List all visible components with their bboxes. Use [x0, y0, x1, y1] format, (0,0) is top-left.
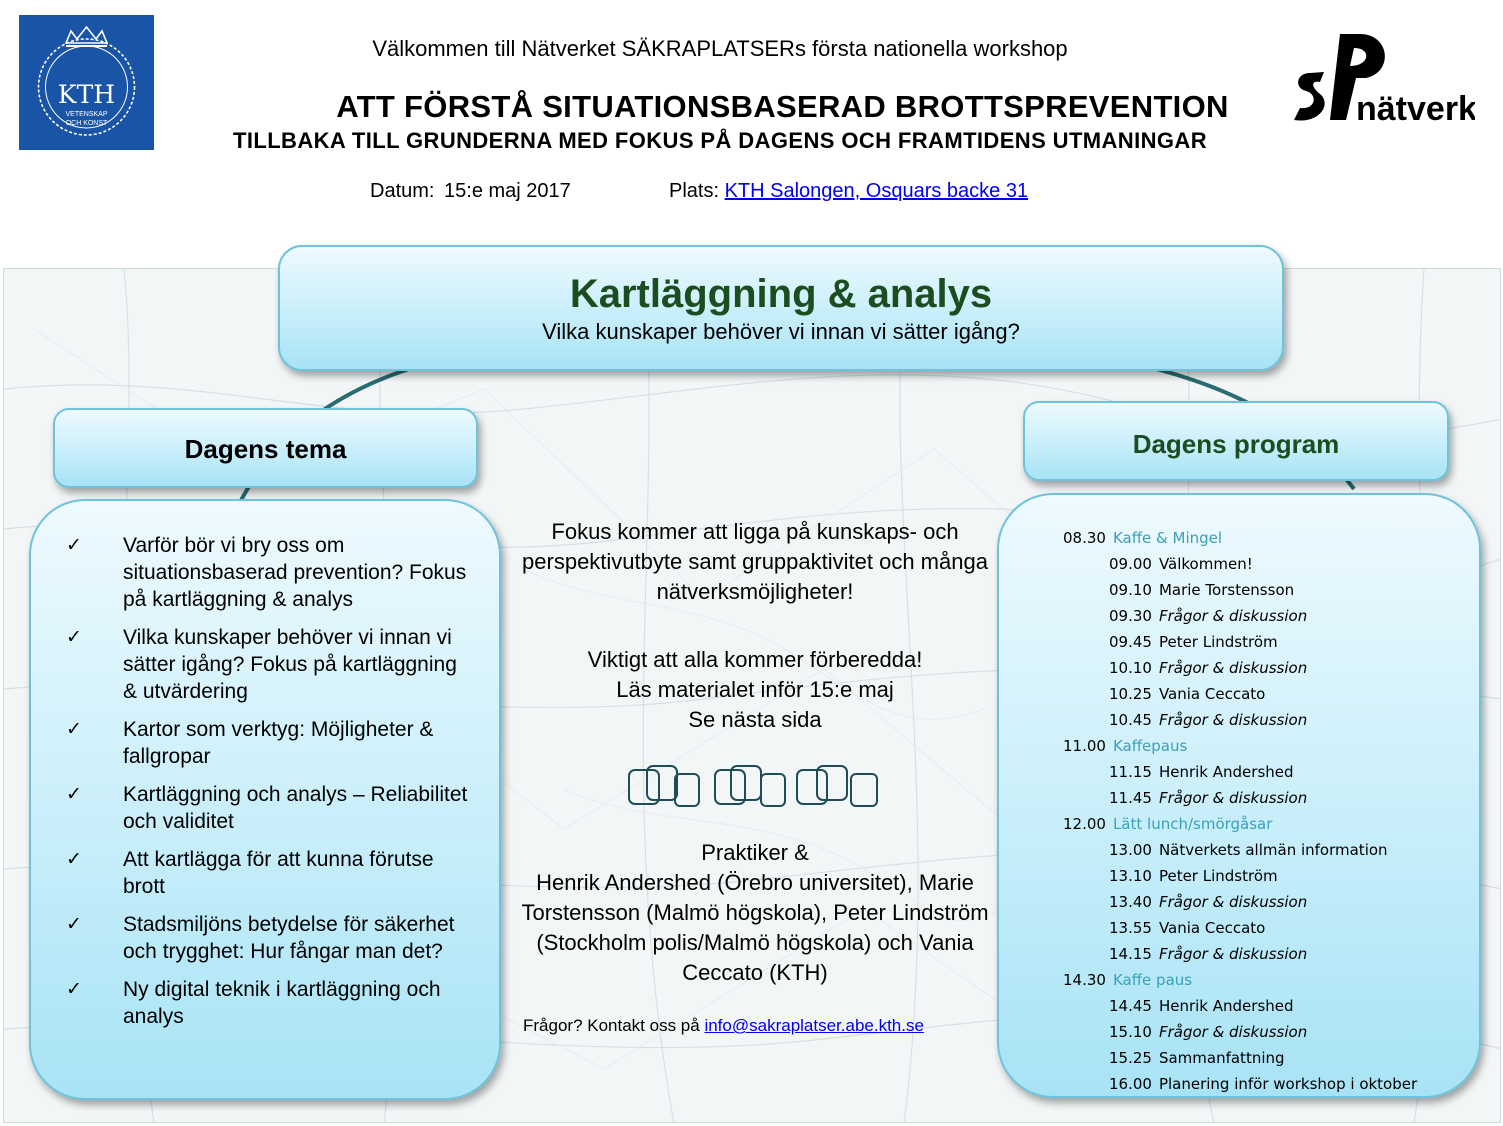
program-time: 16.00 — [1109, 1075, 1152, 1093]
program-label: Kaffe & Mingel — [1112, 529, 1223, 547]
program-label: Frågor & diskussion — [1158, 789, 1308, 807]
check-icon: ✓ — [66, 626, 82, 648]
list-item — [66, 624, 476, 705]
place-link[interactable]: KTH Salongen, Osquars backe 31 — [724, 180, 1029, 202]
program-label: Frågor & diskussion — [1158, 1023, 1308, 1041]
program-time: 14.45 — [1109, 997, 1152, 1015]
page-subtitle: TILLBAKA TILL GRUNDERNA MED FOKUS PÅ DAGENS OCH FRAMTIDENS UTMANINGAR — [233, 128, 1207, 153]
program-item — [1050, 681, 1470, 707]
sp-logo-text: nätverk — [1356, 90, 1475, 128]
list-item — [66, 911, 476, 965]
program-item — [1050, 733, 1470, 759]
program-label: Peter Lindström — [1158, 633, 1278, 651]
preparation-block — [510, 645, 1000, 735]
program-item — [1050, 837, 1470, 863]
program-item — [1050, 785, 1470, 811]
tema-item-text: Kartor som verktyg: Möjligheter & fallgropar — [123, 718, 434, 768]
program-label: Frågor & diskussion — [1158, 607, 1308, 625]
place-label: Plats: — [669, 180, 720, 202]
program-item — [1050, 1045, 1470, 1071]
practitioners-block — [510, 838, 1000, 988]
focus-text: Fokus kommer att ligga på kunskaps- och perspektivutbyte samt gruppaktivitet och många nätverksmöjligheter! — [522, 519, 988, 604]
program-time: 12.00 — [1063, 815, 1106, 833]
list-item — [66, 716, 476, 770]
check-icon: ✓ — [66, 534, 82, 556]
program-item — [1050, 863, 1470, 889]
program-time: 13.10 — [1109, 867, 1152, 885]
program-time: 11.45 — [1109, 789, 1152, 807]
main-title-box — [278, 245, 1284, 371]
kth-crest-icon — [19, 15, 154, 150]
program-time: 08.30 — [1063, 529, 1106, 547]
program-label: Kaffepaus — [1112, 737, 1188, 755]
program-time: 11.15 — [1109, 763, 1152, 781]
main-heading: Kartläggning & analys — [569, 272, 993, 316]
program-item — [1050, 603, 1470, 629]
kth-logo-sub2: OCH KONST — [65, 120, 108, 127]
program-item — [1050, 889, 1470, 915]
check-icon: ✓ — [66, 783, 82, 805]
practitioners-label: Praktiker & — [701, 840, 809, 865]
program-item — [1050, 811, 1470, 837]
program-item — [1050, 1019, 1470, 1045]
prep-line-2: Läs materialet inför 15:e maj — [616, 677, 894, 702]
program-item — [1050, 551, 1470, 577]
program-time: 09.30 — [1109, 607, 1152, 625]
program-label: Henrik Andershed — [1158, 763, 1294, 781]
program-time: 14.15 — [1109, 945, 1152, 963]
program-item — [1050, 759, 1470, 785]
program-item — [1050, 629, 1470, 655]
people-icon — [627, 762, 883, 810]
program-time: 15.25 — [1109, 1049, 1152, 1067]
program-list — [1050, 525, 1470, 1097]
list-item — [66, 532, 476, 613]
tema-item-text: Kartläggning och analys – Reliabilitet och validitet — [123, 783, 468, 833]
tema-item-text: Stadsmiljöns betydelse för säkerhet och trygghet: Hur fångar man det? — [123, 913, 455, 963]
program-item — [1050, 525, 1470, 551]
program-label: Vania Ceccato — [1158, 919, 1266, 937]
people-icons — [627, 762, 883, 815]
program-time: 10.25 — [1109, 685, 1152, 703]
date-value: 15:e maj 2017 — [444, 180, 571, 202]
date-line — [370, 180, 575, 203]
program-label: Sammanfattning — [1158, 1049, 1285, 1067]
program-item — [1050, 707, 1470, 733]
program-item — [1050, 993, 1470, 1019]
page-title: ATT FÖRSTÅ SITUATIONSBASERAD BROTTSPREVENTION — [336, 89, 1229, 124]
tema-item-text: Varför bör vi bry oss om situationsbaserad prevention? Fokus på kartläggning & analys — [123, 534, 467, 611]
welcome-text: Välkommen till Nätverket SÄKRAPLATSERs första nationella workshop — [372, 36, 1068, 61]
contact-label: Frågor? Kontakt oss på — [523, 1016, 700, 1035]
kth-logo — [19, 15, 154, 150]
program-time: 13.40 — [1109, 893, 1152, 911]
program-time: 14.30 — [1063, 971, 1106, 989]
program-label: Kaffe paus — [1112, 971, 1193, 989]
place-line — [669, 180, 1028, 203]
tema-item-text: Vilka kunskaper behöver vi innan vi sätter igång? Fokus på kartläggning & utvärdering — [123, 626, 457, 703]
program-item — [1050, 655, 1470, 681]
kth-logo-sub1: VETENSKAP — [65, 111, 108, 118]
list-item — [66, 976, 476, 1030]
program-time: 13.55 — [1109, 919, 1152, 937]
check-icon: ✓ — [66, 718, 82, 740]
tema-item-text: Att kartlägga för att kunna förutse brott — [123, 848, 434, 898]
program-label: Nätverkets allmän information — [1158, 841, 1388, 859]
tema-heading-box — [53, 408, 478, 488]
contact-line — [523, 1016, 924, 1036]
program-time: 10.10 — [1109, 659, 1152, 677]
program-label: Henrik Andershed — [1158, 997, 1294, 1015]
program-label: Välkommen! — [1158, 555, 1253, 573]
check-icon: ✓ — [66, 913, 82, 935]
tema-list — [66, 532, 476, 1041]
program-time: 09.45 — [1109, 633, 1152, 651]
list-item — [66, 781, 476, 835]
program-heading: Dagens program — [1132, 429, 1340, 459]
tema-item-text: Ny digital teknik i kartläggning och analys — [123, 978, 441, 1028]
prep-line-1: Viktigt att alla kommer förberedda! — [587, 647, 923, 672]
tema-heading: Dagens tema — [184, 434, 347, 464]
program-item — [1050, 1071, 1470, 1097]
check-icon: ✓ — [66, 848, 82, 870]
program-label: Frågor & diskussion — [1158, 711, 1308, 729]
program-time: 09.10 — [1109, 581, 1152, 599]
program-time: 09.00 — [1109, 555, 1152, 573]
list-item — [66, 846, 476, 900]
program-time: 15.10 — [1109, 1023, 1152, 1041]
program-item — [1050, 577, 1470, 603]
check-icon: ✓ — [66, 978, 82, 1000]
program-time: 10.45 — [1109, 711, 1152, 729]
program-time: 11.00 — [1063, 737, 1106, 755]
program-label: Vania Ceccato — [1158, 685, 1266, 703]
program-item — [1050, 915, 1470, 941]
practitioners-list: Henrik Andershed (Örebro universitet), Marie Torstensson (Malmö högskola), Peter Lindström (Stockholm polis/Malmö högskola) och Vania Ceccato (KTH) — [521, 870, 989, 985]
program-label: Marie Torstensson — [1158, 581, 1295, 599]
program-label: Lätt lunch/smörgåsar — [1112, 815, 1273, 833]
program-item — [1050, 967, 1470, 993]
program-heading-box — [1023, 401, 1449, 481]
date-label: Datum: — [370, 180, 435, 202]
program-time: 13.00 — [1109, 841, 1152, 859]
program-label: Frågor & diskussion — [1158, 893, 1308, 911]
program-label: Peter Lindström — [1158, 867, 1278, 885]
program-label: Frågor & diskussion — [1158, 659, 1308, 677]
program-label: Planering inför workshop i oktober — [1158, 1075, 1418, 1093]
contact-email-link[interactable]: info@sakraplatser.abe.kth.se — [704, 1016, 924, 1035]
program-item — [1050, 941, 1470, 967]
program-label: Frågor & diskussion — [1158, 945, 1308, 963]
prep-line-3: Se nästa sida — [688, 707, 822, 732]
main-question: Vilka kunskaper behöver vi innan vi sätter igång? — [542, 319, 1020, 344]
kth-logo-text: KTH — [57, 80, 116, 109]
